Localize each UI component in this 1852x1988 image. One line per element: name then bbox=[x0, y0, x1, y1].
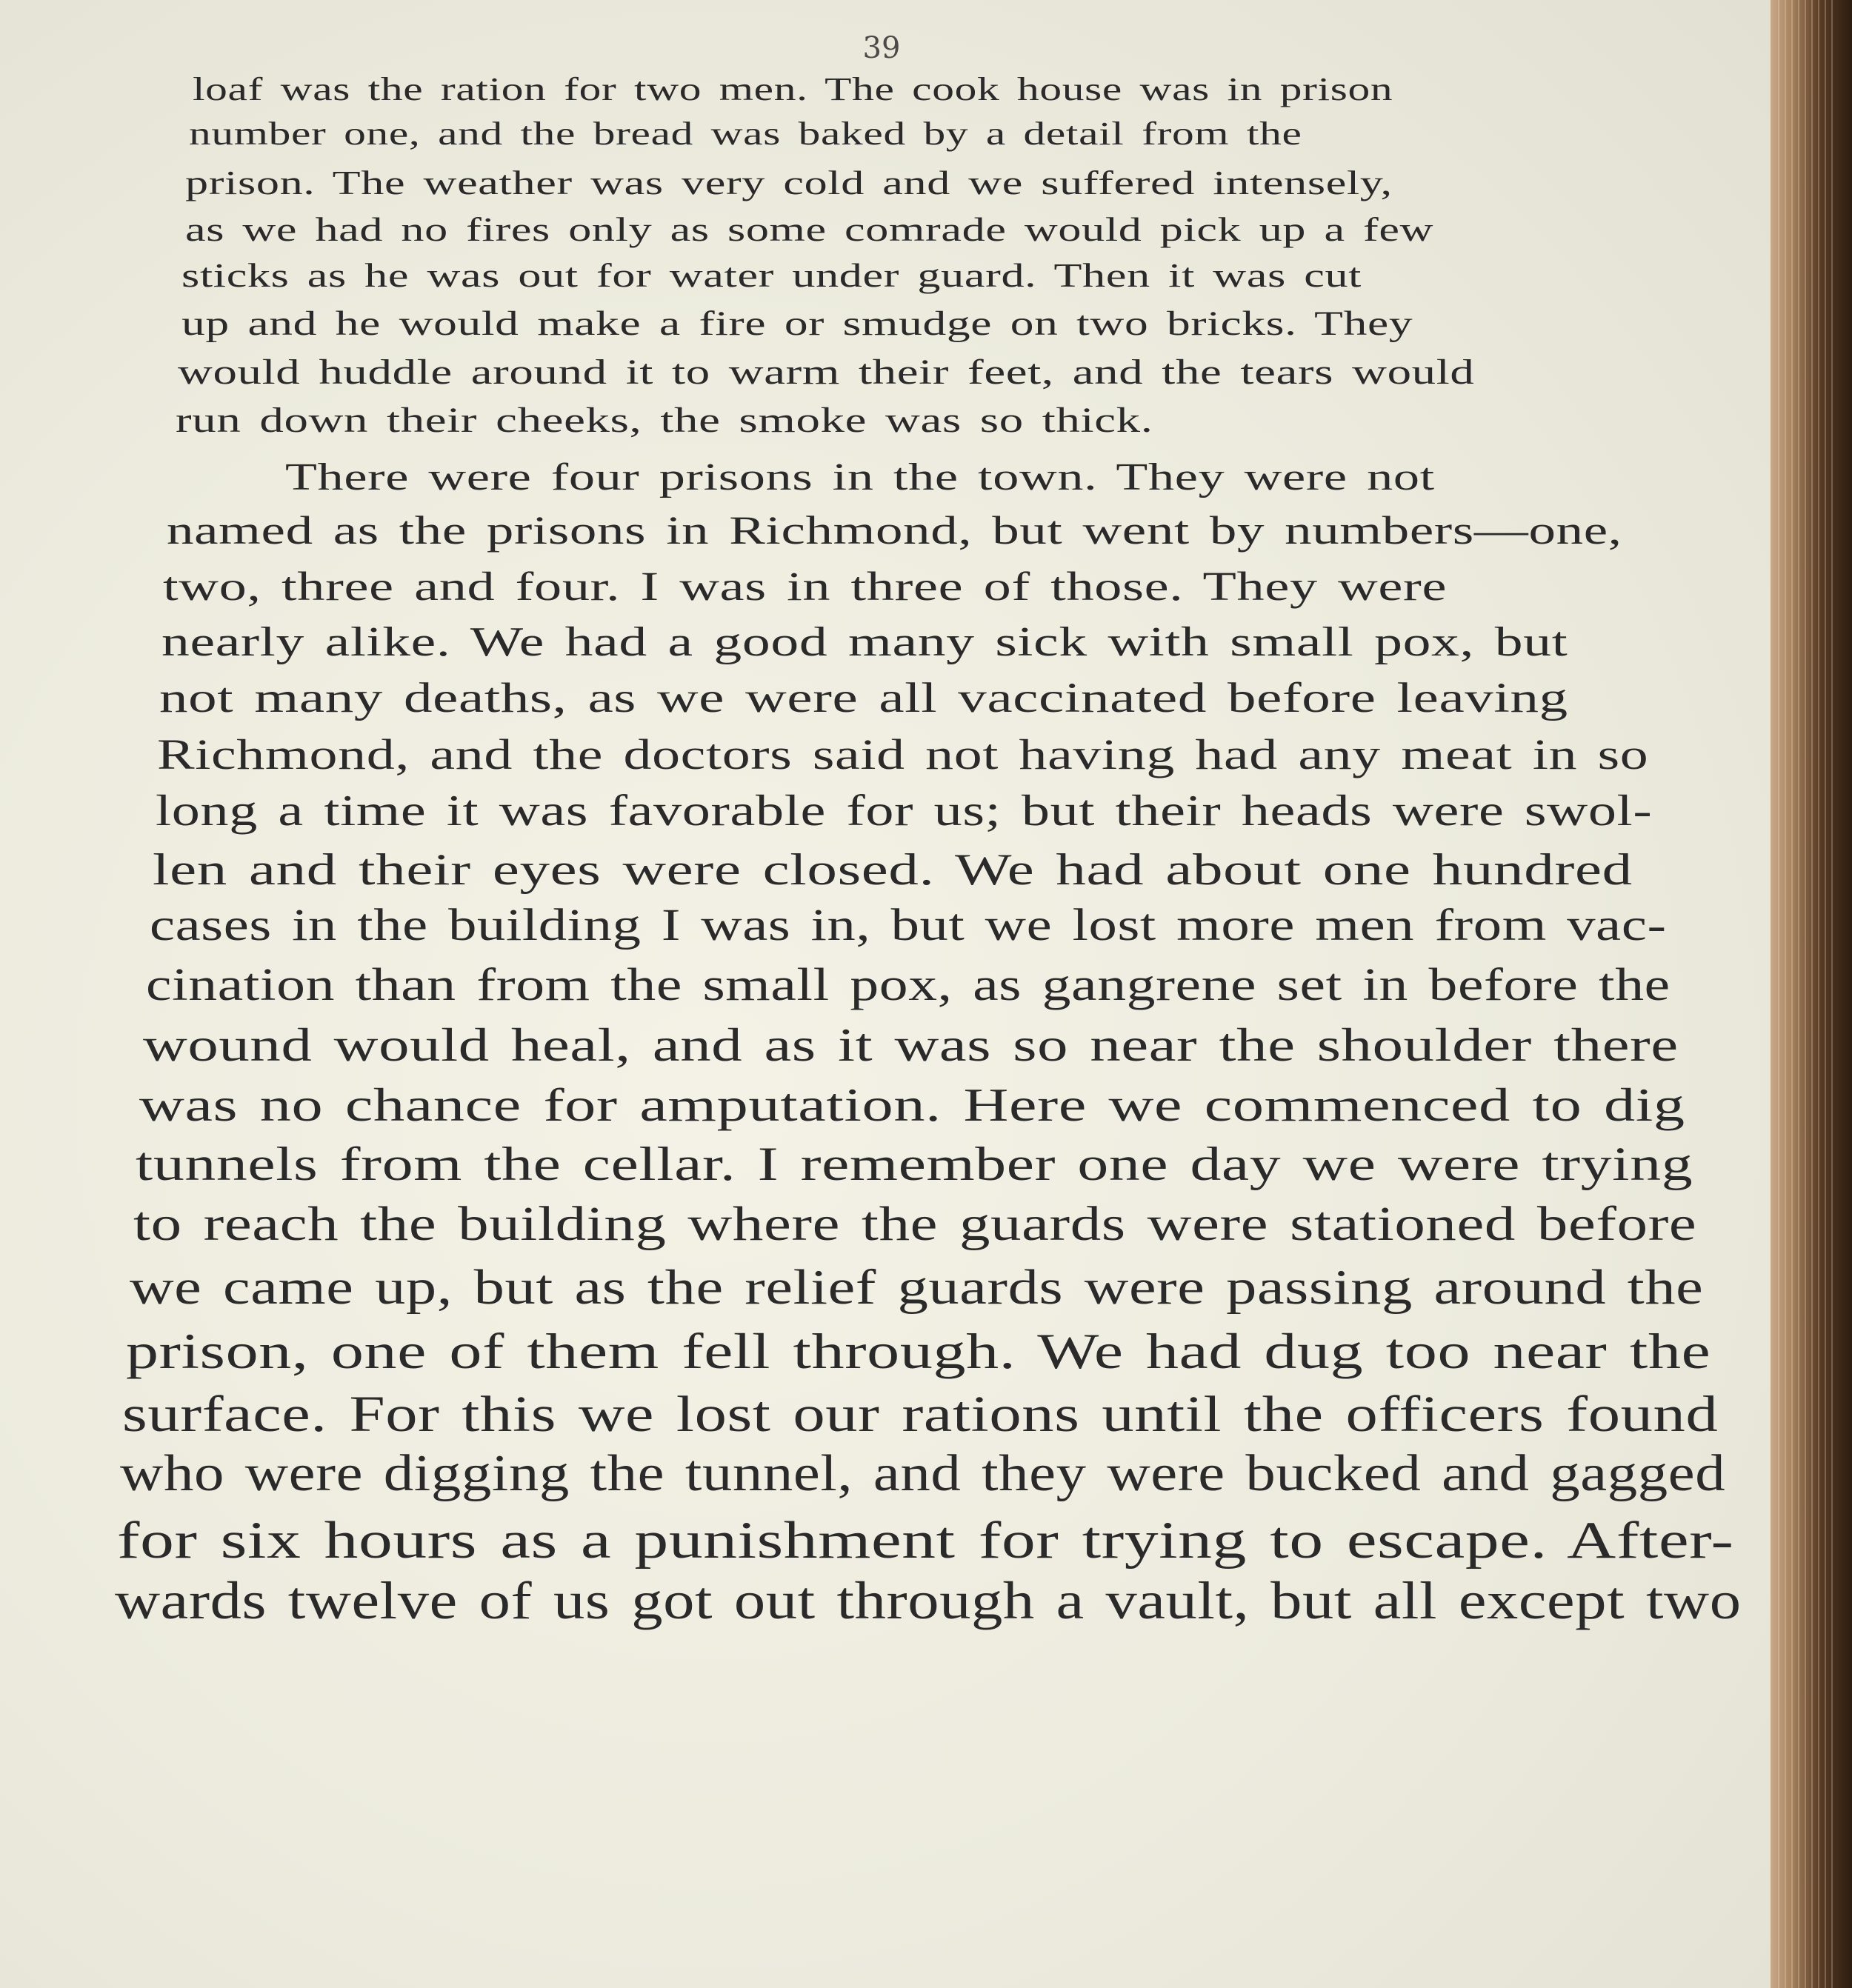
text-line: prison. The weather was very cold and we suffered intensely, bbox=[185, 164, 1393, 201]
text-line: run down their cheeks, the smoke was so thick. bbox=[176, 401, 1153, 440]
text-line: for six hours as a punishment for trying to escape. After- bbox=[117, 1512, 1734, 1570]
text-line: tunnels from the cellar. I remember one day we were trying bbox=[136, 1138, 1693, 1191]
text-line: loaf was the ration for two men. The cook house was in prison bbox=[193, 71, 1393, 107]
text-line: we came up, but as the relief guards were passing around the bbox=[130, 1260, 1704, 1315]
text-line: not many deaths, as we were all vaccinated before leaving bbox=[159, 675, 1568, 721]
text-line: was no chance for amputation. Here we commenced to dig bbox=[139, 1078, 1685, 1131]
text-line: to reach the building where the guards were stationed before bbox=[133, 1197, 1697, 1251]
text-line: There were four prisons in the town. They were not bbox=[285, 456, 1435, 498]
text-line: nearly alike. We had a good many sick with small pox, but bbox=[161, 619, 1568, 665]
text-line: long a time it was favorable for us; but their heads were swol- bbox=[156, 786, 1653, 835]
text-line: cination than from the small pox, as gangrene set in before the bbox=[146, 960, 1671, 1010]
text-line: named as the prisons in Richmond, but went by numbers—one, bbox=[167, 508, 1622, 553]
text-line: surface. For this we lost our rations until the officers found bbox=[122, 1386, 1719, 1442]
page-number: 39 bbox=[862, 31, 901, 65]
text-line: two, three and four. I was in three of those. They were bbox=[163, 564, 1448, 609]
text-line: number one, and the bread was baked by a detail from the bbox=[189, 116, 1302, 152]
page-stack-lines bbox=[1778, 0, 1837, 1988]
text-line: wound would heal, and as it was so near the shoulder there bbox=[143, 1019, 1679, 1071]
text-line: prison, one of them fell through. We had dug too near the bbox=[126, 1323, 1711, 1379]
text-line: len and their eyes were closed. We had about one hundred bbox=[153, 845, 1633, 894]
text-line: up and he would make a fire or smudge on two bricks. They bbox=[181, 304, 1413, 343]
text-line: cases in the building I was in, but we lost more men from vac- bbox=[150, 901, 1667, 950]
text-line: would huddle around it to warm their feet, and the tears would bbox=[178, 353, 1475, 392]
text-line: as we had no fires only as some comrade would pick up a few bbox=[185, 210, 1434, 248]
text-line: Richmond, and the doctors said not having had any meat in so bbox=[157, 730, 1649, 778]
text-line: sticks as he was out for water under guard. Then it was cut bbox=[181, 256, 1362, 294]
text-line: who were digging the tunnel, and they were bucked and gagged bbox=[120, 1445, 1726, 1502]
text-line: wards twelve of us got out through a vault, but all except two bbox=[115, 1571, 1742, 1630]
